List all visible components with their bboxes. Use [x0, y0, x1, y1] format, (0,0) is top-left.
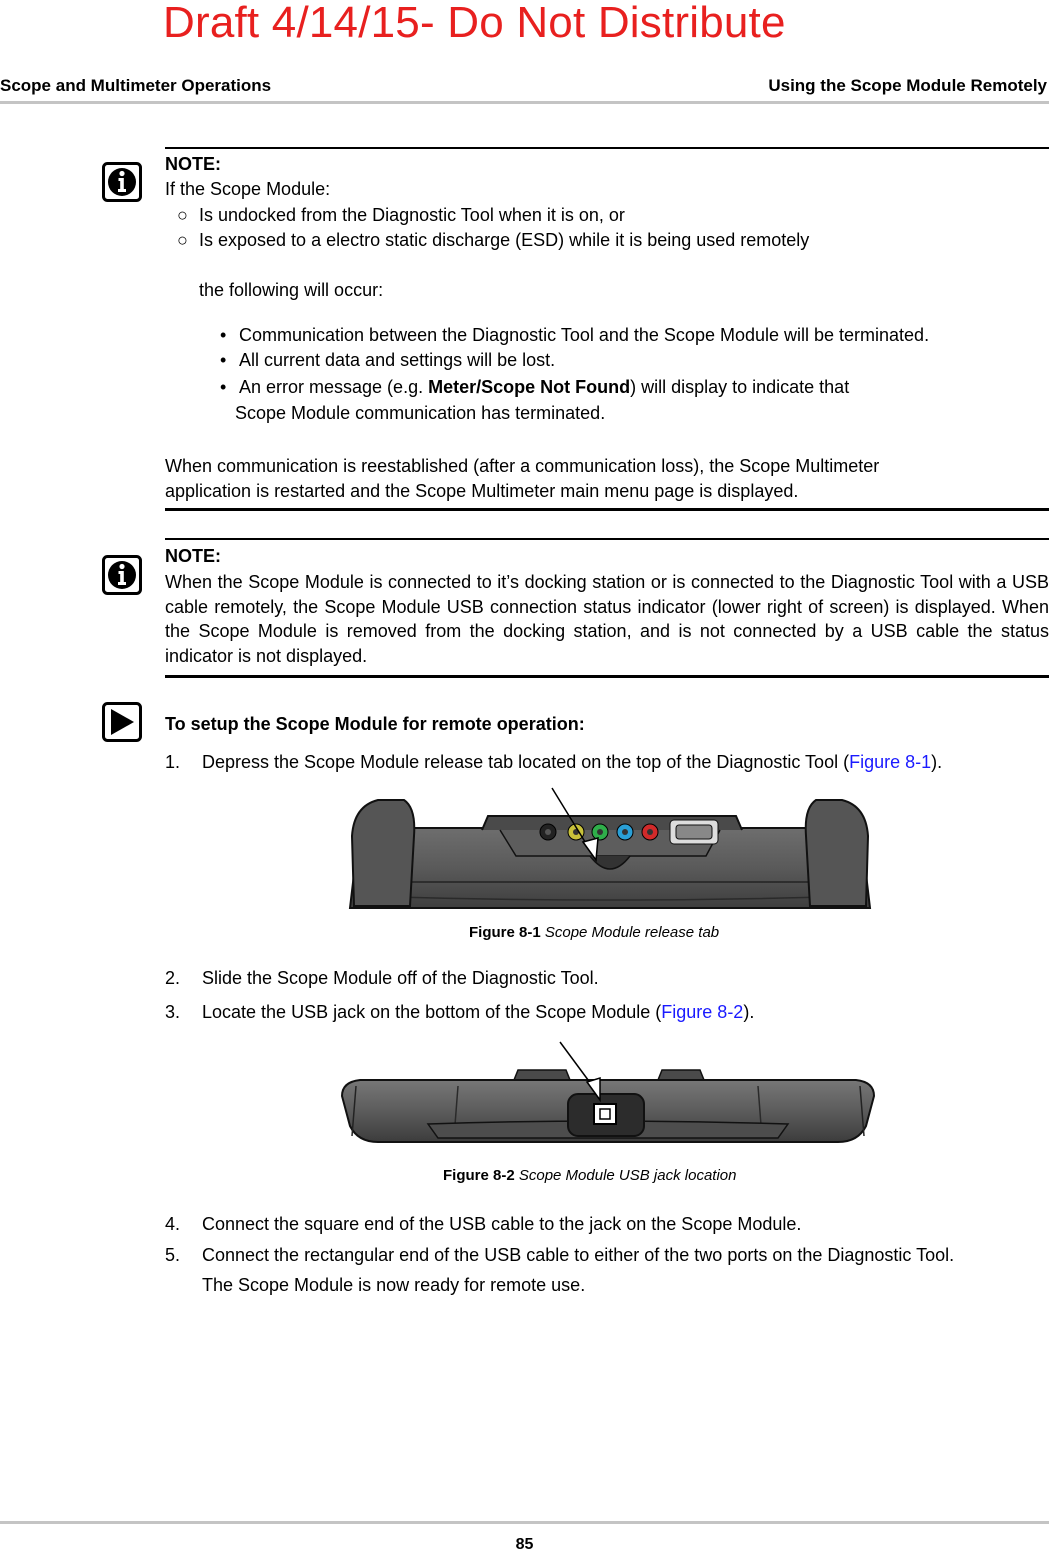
figure-8-1-link[interactable]: Figure 8-1 [849, 752, 932, 772]
figure-8-2-caption: Figure 8-2 Scope Module USB jack location [443, 1167, 737, 1184]
step-3-number: 3. [165, 1002, 181, 1022]
info-icon [102, 555, 142, 595]
step-3-text: Locate the USB jack on the bottom of the Scope Module (Figure 8-2). [202, 1002, 755, 1022]
note1-bullet-1: Communication between the Diagnostic Tool and the Scope Module will be terminated. [239, 325, 930, 345]
page-number: 85 [515, 1536, 534, 1553]
info-icon [102, 162, 142, 202]
note1-following: the following will occur: [199, 280, 384, 300]
procedure-result: The Scope Module is now ready for remote use. [202, 1275, 586, 1295]
note1-condition-2: Is exposed to a electro static discharge (ESD) while it is being used remotely [199, 230, 810, 250]
step-5-number: 5. [165, 1245, 181, 1265]
note2-title: NOTE: [165, 546, 221, 566]
footer-rule [0, 1521, 1049, 1524]
step-4-number: 4. [165, 1214, 181, 1234]
note2-body: When the Scope Module is connected to it’s docking station or is connected to the Diagnostic Tool with a USB cable remotely, the Scope Module USB connection status indicator (lower right of screen) is displayed. When the Scope Module is removed from the docking station, and is not connected by a USB cable the status indicator is not displayed. [165, 572, 1049, 666]
section-title: Using the Scope Module Remotely [768, 76, 1047, 95]
step-1-text: Depress the Scope Module release tab located on the top of the Diagnostic Tool (Figure 8-1). [202, 752, 943, 772]
note1-condition-1: Is undocked from the Diagnostic Tool when it is on, or [199, 205, 625, 225]
error-message-name: Meter/Scope Not Found [428, 377, 631, 397]
figure-8-2-link[interactable]: Figure 8-2 [661, 1002, 744, 1022]
bullet-dot-icon: • [220, 377, 227, 397]
note1-intro: If the Scope Module: [165, 179, 331, 199]
figure-8-1-caption: Figure 8-1 Scope Module release tab [469, 924, 720, 941]
note1-closing-line-1: When communication is reestablished (after a communication loss), the Scope Multimeter [165, 456, 880, 476]
header-rule [0, 101, 1049, 104]
step-5-text: Connect the rectangular end of the USB cable to either of the two ports on the Diagnostic Tool. [202, 1245, 955, 1265]
figure-8-1-illustration [340, 786, 880, 914]
draft-banner: Draft 4/14/15- Do Not Distribute [163, 0, 786, 47]
procedure-title: To setup the Scope Module for remote operation: [165, 714, 585, 734]
bullet-dot-icon: • [220, 325, 227, 345]
note2-bottom-rule [165, 675, 1049, 678]
note1-bottom-rule [165, 508, 1049, 511]
step-1-number: 1. [165, 752, 181, 772]
chapter-title: Scope and Multimeter Operations [0, 76, 272, 95]
note1-closing-line-2: application is restarted and the Scope Multimeter main menu page is displayed. [165, 481, 799, 501]
note1-bullet-3-cont: Scope Module communication has terminated. [235, 403, 606, 423]
bullet-dot-icon: • [220, 350, 227, 370]
note1-top-rule [165, 147, 1049, 149]
step-2-text: Slide the Scope Module off of the Diagnostic Tool. [202, 968, 599, 988]
step-4-text: Connect the square end of the USB cable to the jack on the Scope Module. [202, 1214, 802, 1234]
note1-title: NOTE: [165, 154, 221, 174]
figure-8-2-illustration [338, 1038, 878, 1148]
note2-top-rule [165, 538, 1049, 540]
circle-bullet-icon: ○ [177, 230, 188, 250]
note1-bullet-2: All current data and settings will be lost. [239, 350, 556, 370]
step-2-number: 2. [165, 968, 181, 988]
procedure-arrow-icon [102, 702, 142, 742]
note1-bullet-3: An error message (e.g. Meter/Scope Not Found) will display to indicate that [239, 377, 850, 397]
circle-bullet-icon: ○ [177, 205, 188, 225]
